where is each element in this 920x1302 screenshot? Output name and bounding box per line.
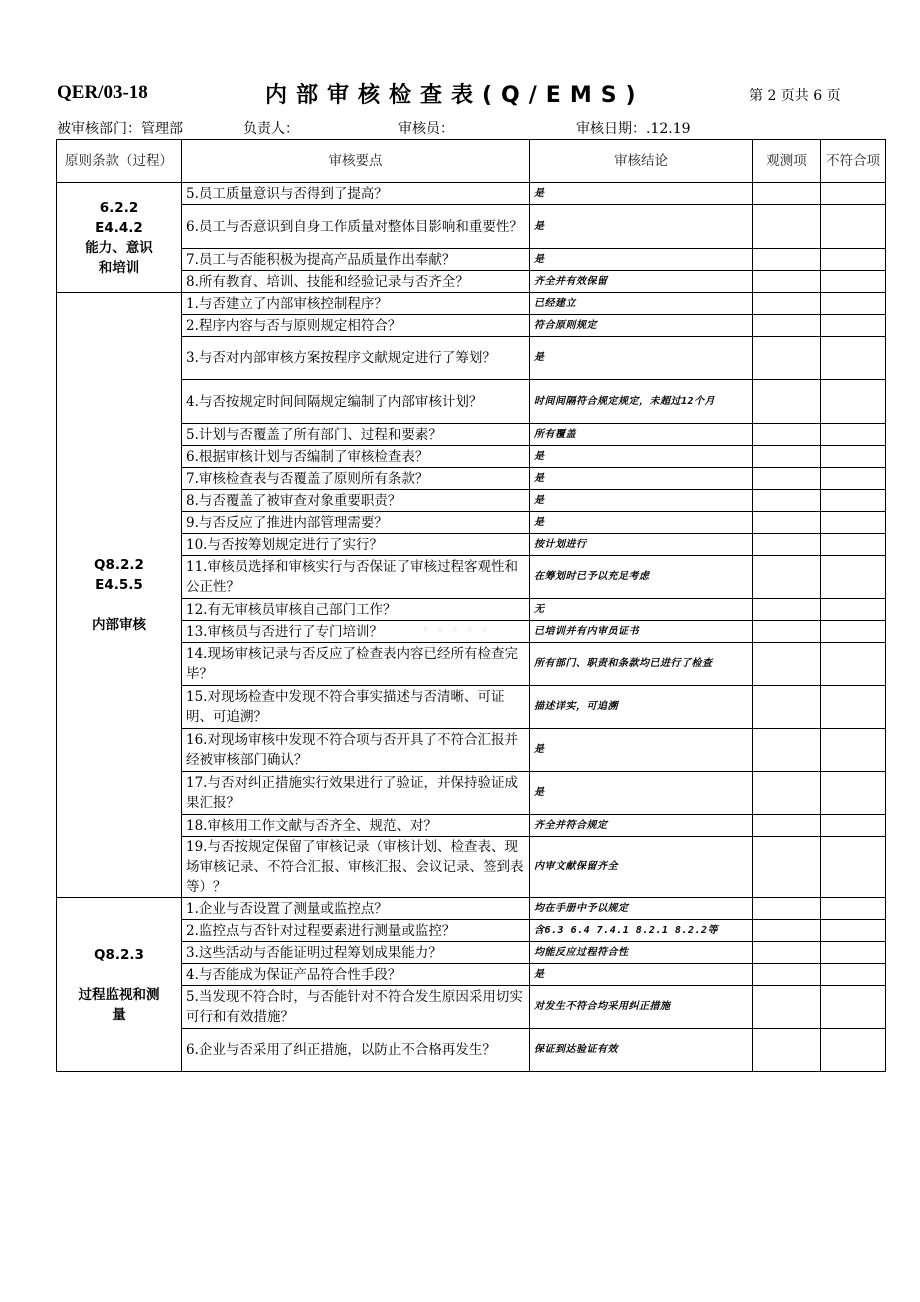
audit-conclusion: 是 [530, 183, 753, 205]
table-row [57, 920, 886, 942]
audit-conclusion: 在筹划时已予以充足考虑 [530, 556, 753, 599]
table-row [57, 337, 886, 380]
audit-conclusion: 是 [530, 490, 753, 512]
audit-point: 11.审核员选择和审核实行与否保证了审核过程客观性和公正性？ [182, 556, 530, 599]
table-row [57, 293, 886, 315]
responsible-person: 负责人： [243, 121, 299, 137]
audit-point: 6.企业与否采用了纠正措施，以防止不合格再发生？ [182, 1029, 530, 1072]
table-row [57, 815, 886, 837]
nonconformity-cell [821, 446, 886, 468]
audit-conclusion: 是 [530, 512, 753, 534]
audit-point: 5.当发现不符合时，与否能针对不符合发生原因采用切实可行和有效措施？ [182, 986, 530, 1029]
audit-point: 10.与否按筹划规定进行了实行？ [182, 534, 530, 556]
watermark: ····· [420, 610, 495, 650]
nonconformity-cell [821, 490, 886, 512]
observation-cell [753, 183, 821, 205]
audit-conclusion: 已培训并有内审员证书 [530, 621, 753, 643]
observation-cell [753, 686, 821, 729]
document-code: QER/03-18 [57, 82, 148, 103]
audit-point: 2.程序内容与否与原则规定相符合？ [182, 315, 530, 337]
page-indicator: 第 2 页共 6 页 [749, 88, 841, 104]
header-nonconformity: 不符合项 [821, 140, 886, 183]
observation-cell [753, 490, 821, 512]
clause-line: 能力、意识 [85, 239, 153, 256]
audit-point: 17.与否对纠正措施实行效果进行了验证，并保持验证成果汇报？ [182, 772, 530, 815]
header-clause: 原则条款（过程） [57, 140, 182, 183]
audit-conclusion: 是 [530, 468, 753, 490]
observation-cell [753, 1029, 821, 1072]
clause-line: E4.5.5 [95, 577, 143, 593]
table-row [57, 898, 886, 920]
audit-conclusion: 无 [530, 599, 753, 621]
nonconformity-cell [821, 898, 886, 920]
clause-line: 内部审核 [92, 617, 146, 633]
audit-point: 4.与否按规定时间间隔规定编制了内部审核计划？ [182, 380, 530, 424]
observation-cell [753, 942, 821, 964]
audit-conclusion: 齐全并有效保留 [530, 271, 753, 293]
nonconformity-cell [821, 315, 886, 337]
audit-point: 16.对现场审核中发现不符合项与否开具了不符合汇报并经被审核部门确认？ [182, 729, 530, 772]
clause-cell [57, 898, 182, 1072]
table-row [57, 729, 886, 772]
audit-point: 6.员工与否意识到自身工作质量对整体目影响和重要性？ [182, 205, 530, 249]
audit-point: 2.监控点与否针对过程要素进行测量或监控？ [182, 920, 530, 942]
audit-point: 5.计划与否覆盖了所有部门、过程和要素？ [182, 424, 530, 446]
nonconformity-cell [821, 337, 886, 380]
audit-conclusion: 所有覆盖 [530, 424, 753, 446]
table-row [57, 534, 886, 556]
audit-point: 6.根据审核计划与否编制了审核检查表？ [182, 446, 530, 468]
document-header [57, 80, 857, 110]
nonconformity-cell [821, 424, 886, 446]
table-row [57, 380, 886, 424]
audit-conclusion: 是 [530, 205, 753, 249]
audit-point: 7.员工与否能积极为提高产品质量作出奉献？ [182, 249, 530, 271]
audit-point: 4.与否能成为保证产品符合性手段？ [182, 964, 530, 986]
audit-conclusion: 保证到达验证有效 [530, 1029, 753, 1072]
audit-conclusion: 均在手册中予以规定 [530, 898, 753, 920]
observation-cell [753, 337, 821, 380]
nonconformity-cell [821, 837, 886, 898]
nonconformity-cell [821, 772, 886, 815]
clause-cell [57, 183, 182, 293]
audit-conclusion: 含6.3 6.4 7.4.1 8.2.1 8.2.2等 [530, 920, 753, 942]
table-row [57, 271, 886, 293]
clause-line: 量 [112, 1006, 126, 1023]
audit-point: 12.有无审核员审核自己部门工作？ [182, 599, 530, 621]
nonconformity-cell [821, 1029, 886, 1072]
audit-conclusion: 是 [530, 249, 753, 271]
auditor: 审核员： [398, 121, 454, 137]
nonconformity-cell [821, 534, 886, 556]
audit-conclusion: 描述详实，可追溯 [530, 686, 753, 729]
observation-cell [753, 815, 821, 837]
table-row [57, 1029, 886, 1072]
audit-conclusion: 所有部门、职责和条款均已进行了检查 [530, 643, 753, 686]
nonconformity-cell [821, 205, 886, 249]
audit-date: 审核日期：.12.19 [576, 121, 691, 137]
observation-cell [753, 837, 821, 898]
observation-cell [753, 556, 821, 599]
nonconformity-cell [821, 293, 886, 315]
audit-point: 19.与否按规定保留了审核记录（审核计划、检查表、现场审核记录、不符合汇报、审核汇报、会议记录、签到表等）？ [182, 837, 530, 898]
audit-conclusion: 齐全并符合规定 [530, 815, 753, 837]
audit-conclusion: 符合原则规定 [530, 315, 753, 337]
observation-cell [753, 898, 821, 920]
table-row [57, 986, 886, 1029]
nonconformity-cell [821, 920, 886, 942]
audit-point: 9.与否反应了推进内部管理需要？ [182, 512, 530, 534]
audit-conclusion: 是 [530, 729, 753, 772]
observation-cell [753, 271, 821, 293]
clause-line [61, 595, 177, 615]
clause-line: Q8.2.3 [94, 946, 144, 963]
nonconformity-cell [821, 556, 886, 599]
audit-point: 1.企业与否设置了测量或监控点？ [182, 898, 530, 920]
nonconformity-cell [821, 249, 886, 271]
audit-conclusion: 是 [530, 772, 753, 815]
audit-point: 3.这些活动与否能证明过程筹划成果能力？ [182, 942, 530, 964]
observation-cell [753, 512, 821, 534]
audit-conclusion: 按计划进行 [530, 534, 753, 556]
table-row [57, 512, 886, 534]
observation-cell [753, 468, 821, 490]
audited-department: 被审核部门：管理部 [57, 121, 183, 137]
audit-point: 13.审核员与否进行了专门培训？ [182, 621, 530, 643]
audit-conclusion: 时间间隔符合规定规定，未超过12个月 [530, 380, 753, 424]
table-row [57, 490, 886, 512]
table-row [57, 446, 886, 468]
table-row [57, 424, 886, 446]
clause-line: 和培训 [98, 259, 140, 276]
table-row [57, 183, 886, 205]
observation-cell [753, 621, 821, 643]
clause-cell [57, 293, 182, 898]
audit-point: 5.员工质量意识与否得到了提高？ [182, 183, 530, 205]
table-header-row [57, 140, 886, 183]
clause-line: 过程监视和测 [78, 986, 160, 1003]
clause-line: Q8.2.2 [94, 557, 144, 573]
audit-point: 1.与否建立了内部审核控制程序？ [182, 293, 530, 315]
clause-line: E4.4.2 [95, 219, 143, 236]
observation-cell [753, 293, 821, 315]
table-row [57, 249, 886, 271]
observation-cell [753, 986, 821, 1029]
audit-conclusion: 是 [530, 337, 753, 380]
observation-cell [753, 205, 821, 249]
nonconformity-cell [821, 942, 886, 964]
audit-conclusion: 是 [530, 964, 753, 986]
header-observation: 观测项 [753, 140, 821, 183]
nonconformity-cell [821, 729, 886, 772]
observation-cell [753, 964, 821, 986]
observation-cell [753, 534, 821, 556]
table-row [57, 468, 886, 490]
table-row [57, 964, 886, 986]
audit-point: 18.审核用工作文献与否齐全、规范、对？ [182, 815, 530, 837]
table-row [57, 772, 886, 815]
audit-point: 14.现场审核记录与否反应了检查表内容已经所有检查完毕？ [182, 643, 530, 686]
observation-cell [753, 772, 821, 815]
audit-conclusion: 内审文献保留齐全 [530, 837, 753, 898]
observation-cell [753, 729, 821, 772]
nonconformity-cell [821, 964, 886, 986]
observation-cell [753, 249, 821, 271]
observation-cell [753, 920, 821, 942]
nonconformity-cell [821, 271, 886, 293]
observation-cell [753, 380, 821, 424]
observation-cell [753, 599, 821, 621]
nonconformity-cell [821, 183, 886, 205]
observation-cell [753, 424, 821, 446]
observation-cell [753, 643, 821, 686]
audit-conclusion: 对发生不符合均采用纠正措施 [530, 986, 753, 1029]
header-conclusion: 审核结论 [530, 140, 753, 183]
nonconformity-cell [821, 643, 886, 686]
clause-line [61, 965, 177, 985]
audit-point: 7.审核检查表与否覆盖了原则所有条款？ [182, 468, 530, 490]
clause-line: 6.2.2 [99, 199, 139, 216]
audit-point: 8.所有教育、培训、技能和经验记录与否齐全？ [182, 271, 530, 293]
nonconformity-cell [821, 986, 886, 1029]
header-points: 审核要点 [182, 140, 530, 183]
document-title: 内部审核检查表(Q/EMS) [265, 83, 645, 108]
nonconformity-cell [821, 815, 886, 837]
audit-conclusion: 已经建立 [530, 293, 753, 315]
audit-conclusion: 均能反应过程符合性 [530, 942, 753, 964]
nonconformity-cell [821, 599, 886, 621]
observation-cell [753, 315, 821, 337]
audit-point: 3.与否对内部审核方案按程序文献规定进行了筹划？ [182, 337, 530, 380]
audit-point: 8.与否覆盖了被审查对象重要职责？ [182, 490, 530, 512]
table-row [57, 837, 886, 898]
audit-conclusion: 是 [530, 446, 753, 468]
observation-cell [753, 446, 821, 468]
table-row [57, 556, 886, 599]
table-row [57, 315, 886, 337]
audit-point: 15.对现场检查中发现不符合事实描述与否清晰、可证明、可追溯？ [182, 686, 530, 729]
nonconformity-cell [821, 686, 886, 729]
table-row [57, 942, 886, 964]
nonconformity-cell [821, 468, 886, 490]
table-row [57, 686, 886, 729]
nonconformity-cell [821, 380, 886, 424]
nonconformity-cell [821, 512, 886, 534]
table-row [57, 205, 886, 249]
audit-checklist-table [56, 139, 886, 1072]
nonconformity-cell [821, 621, 886, 643]
